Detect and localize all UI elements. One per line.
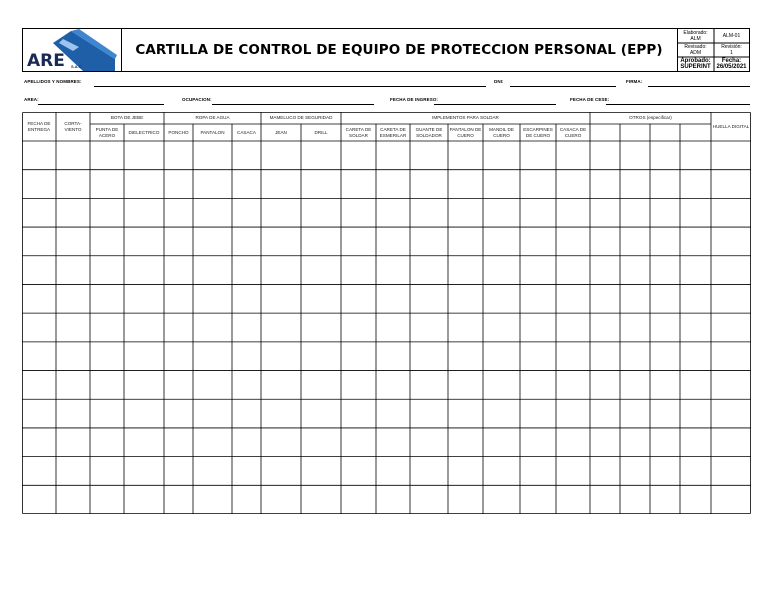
col-pantalon-cuero: PANTALON DE CUERO <box>449 127 482 138</box>
logo-suffix: S.A.C <box>71 64 82 69</box>
col-careta-soldar: CARETA DE SOLDAR <box>345 127 372 138</box>
group-bota-de-jebe: BOTA DE JEBE <box>110 115 144 121</box>
col-escarpines-cuero: ESCARPINES DE CUERO <box>523 127 553 138</box>
fecha-cese-field[interactable] <box>606 104 750 105</box>
aprobado-cell <box>677 57 714 71</box>
document-meta <box>677 29 749 71</box>
epp-control-table <box>22 112 751 514</box>
logo-text: ARE <box>27 51 65 71</box>
col-huella-digital: HUELLA DIGITAL <box>712 123 750 129</box>
col-corta-viento: CORTA-VIENTO <box>64 121 82 132</box>
group-mameluco: MAMELUCO DE SEGURIDAD <box>269 115 333 121</box>
revisado-value: ADM <box>689 50 702 56</box>
apellidos-field[interactable] <box>94 86 486 87</box>
col-casaca: CASACA <box>237 129 256 135</box>
fecha-cese-label: FECHA DE CESE: <box>570 97 610 102</box>
company-logo <box>23 29 122 71</box>
area-field[interactable] <box>38 104 164 105</box>
group-implementos-soldar: IMPLEMENTOS PARA SOLDAR <box>432 115 499 121</box>
revisado-cell <box>677 43 714 57</box>
revisado-label: Revisado: <box>684 44 707 50</box>
revision-label: Revisión: <box>721 44 742 50</box>
area-label: AREA: <box>24 97 39 102</box>
fecha-value: 26/05/2021 <box>716 64 747 70</box>
firma-label: FIRMA: <box>626 79 643 84</box>
fecha-ingreso-label: FECHA DE INGRESO: <box>390 97 439 102</box>
aprobado-label: Aprobado: <box>680 58 711 64</box>
fecha-label: Fecha: <box>721 58 742 64</box>
page-title: CARTILLA DE CONTROL DE EQUIPO DE PROTECCION PERSONAL (EPP) <box>135 42 663 58</box>
aprobado-value: SUPERINT <box>680 64 711 70</box>
col-drill: DRILL <box>314 129 328 135</box>
table-grid-lines <box>22 112 751 514</box>
elaborado-cell <box>677 29 714 43</box>
col-punta-de-acero: PUNTA DE ACERO <box>95 127 119 138</box>
col-dielectrico: DIELECTRICO <box>128 129 160 135</box>
ocupacion-label: OCUPACION: <box>182 97 212 102</box>
fecha-cell <box>714 57 749 71</box>
dni-label: DNI: <box>494 79 504 84</box>
col-poncho: PONCHO <box>168 129 189 135</box>
apellidos-label: APELLIDOS Y NOMBRES: <box>24 79 82 84</box>
col-pantalon: PANTALON <box>200 129 225 135</box>
firma-field[interactable] <box>648 86 750 87</box>
worker-info <box>22 72 750 112</box>
col-mandil-cuero: MANDIL DE CUERO <box>489 127 514 138</box>
revision-value: 1 <box>730 50 733 56</box>
col-jean: JEAN <box>275 129 287 135</box>
col-careta-esmerilar: CARETA DE ESMERILAR <box>379 127 407 138</box>
group-ropa-de-agua: ROPA DE AGUA <box>195 115 230 121</box>
elaborado-value: ALM <box>690 36 701 42</box>
ocupacion-field[interactable] <box>212 104 374 105</box>
title-cell <box>121 29 678 71</box>
col-casaca-cuero: CASACA DE CUERO <box>559 127 587 138</box>
dni-field[interactable] <box>510 86 616 87</box>
fecha-ingreso-field[interactable] <box>434 104 556 105</box>
group-otros: OTROS (especificar) <box>629 115 672 121</box>
revision-cell <box>714 43 749 57</box>
code-cell <box>714 29 749 43</box>
document-header <box>22 28 750 72</box>
elaborado-label: Elaborado: <box>683 30 708 36</box>
col-fecha-entrega: FECHA DE ENTREGA <box>27 121 51 132</box>
document-code: ALM-01 <box>722 33 741 39</box>
col-guante-soldador: GUANTE DE SOLDADOR <box>415 127 443 138</box>
